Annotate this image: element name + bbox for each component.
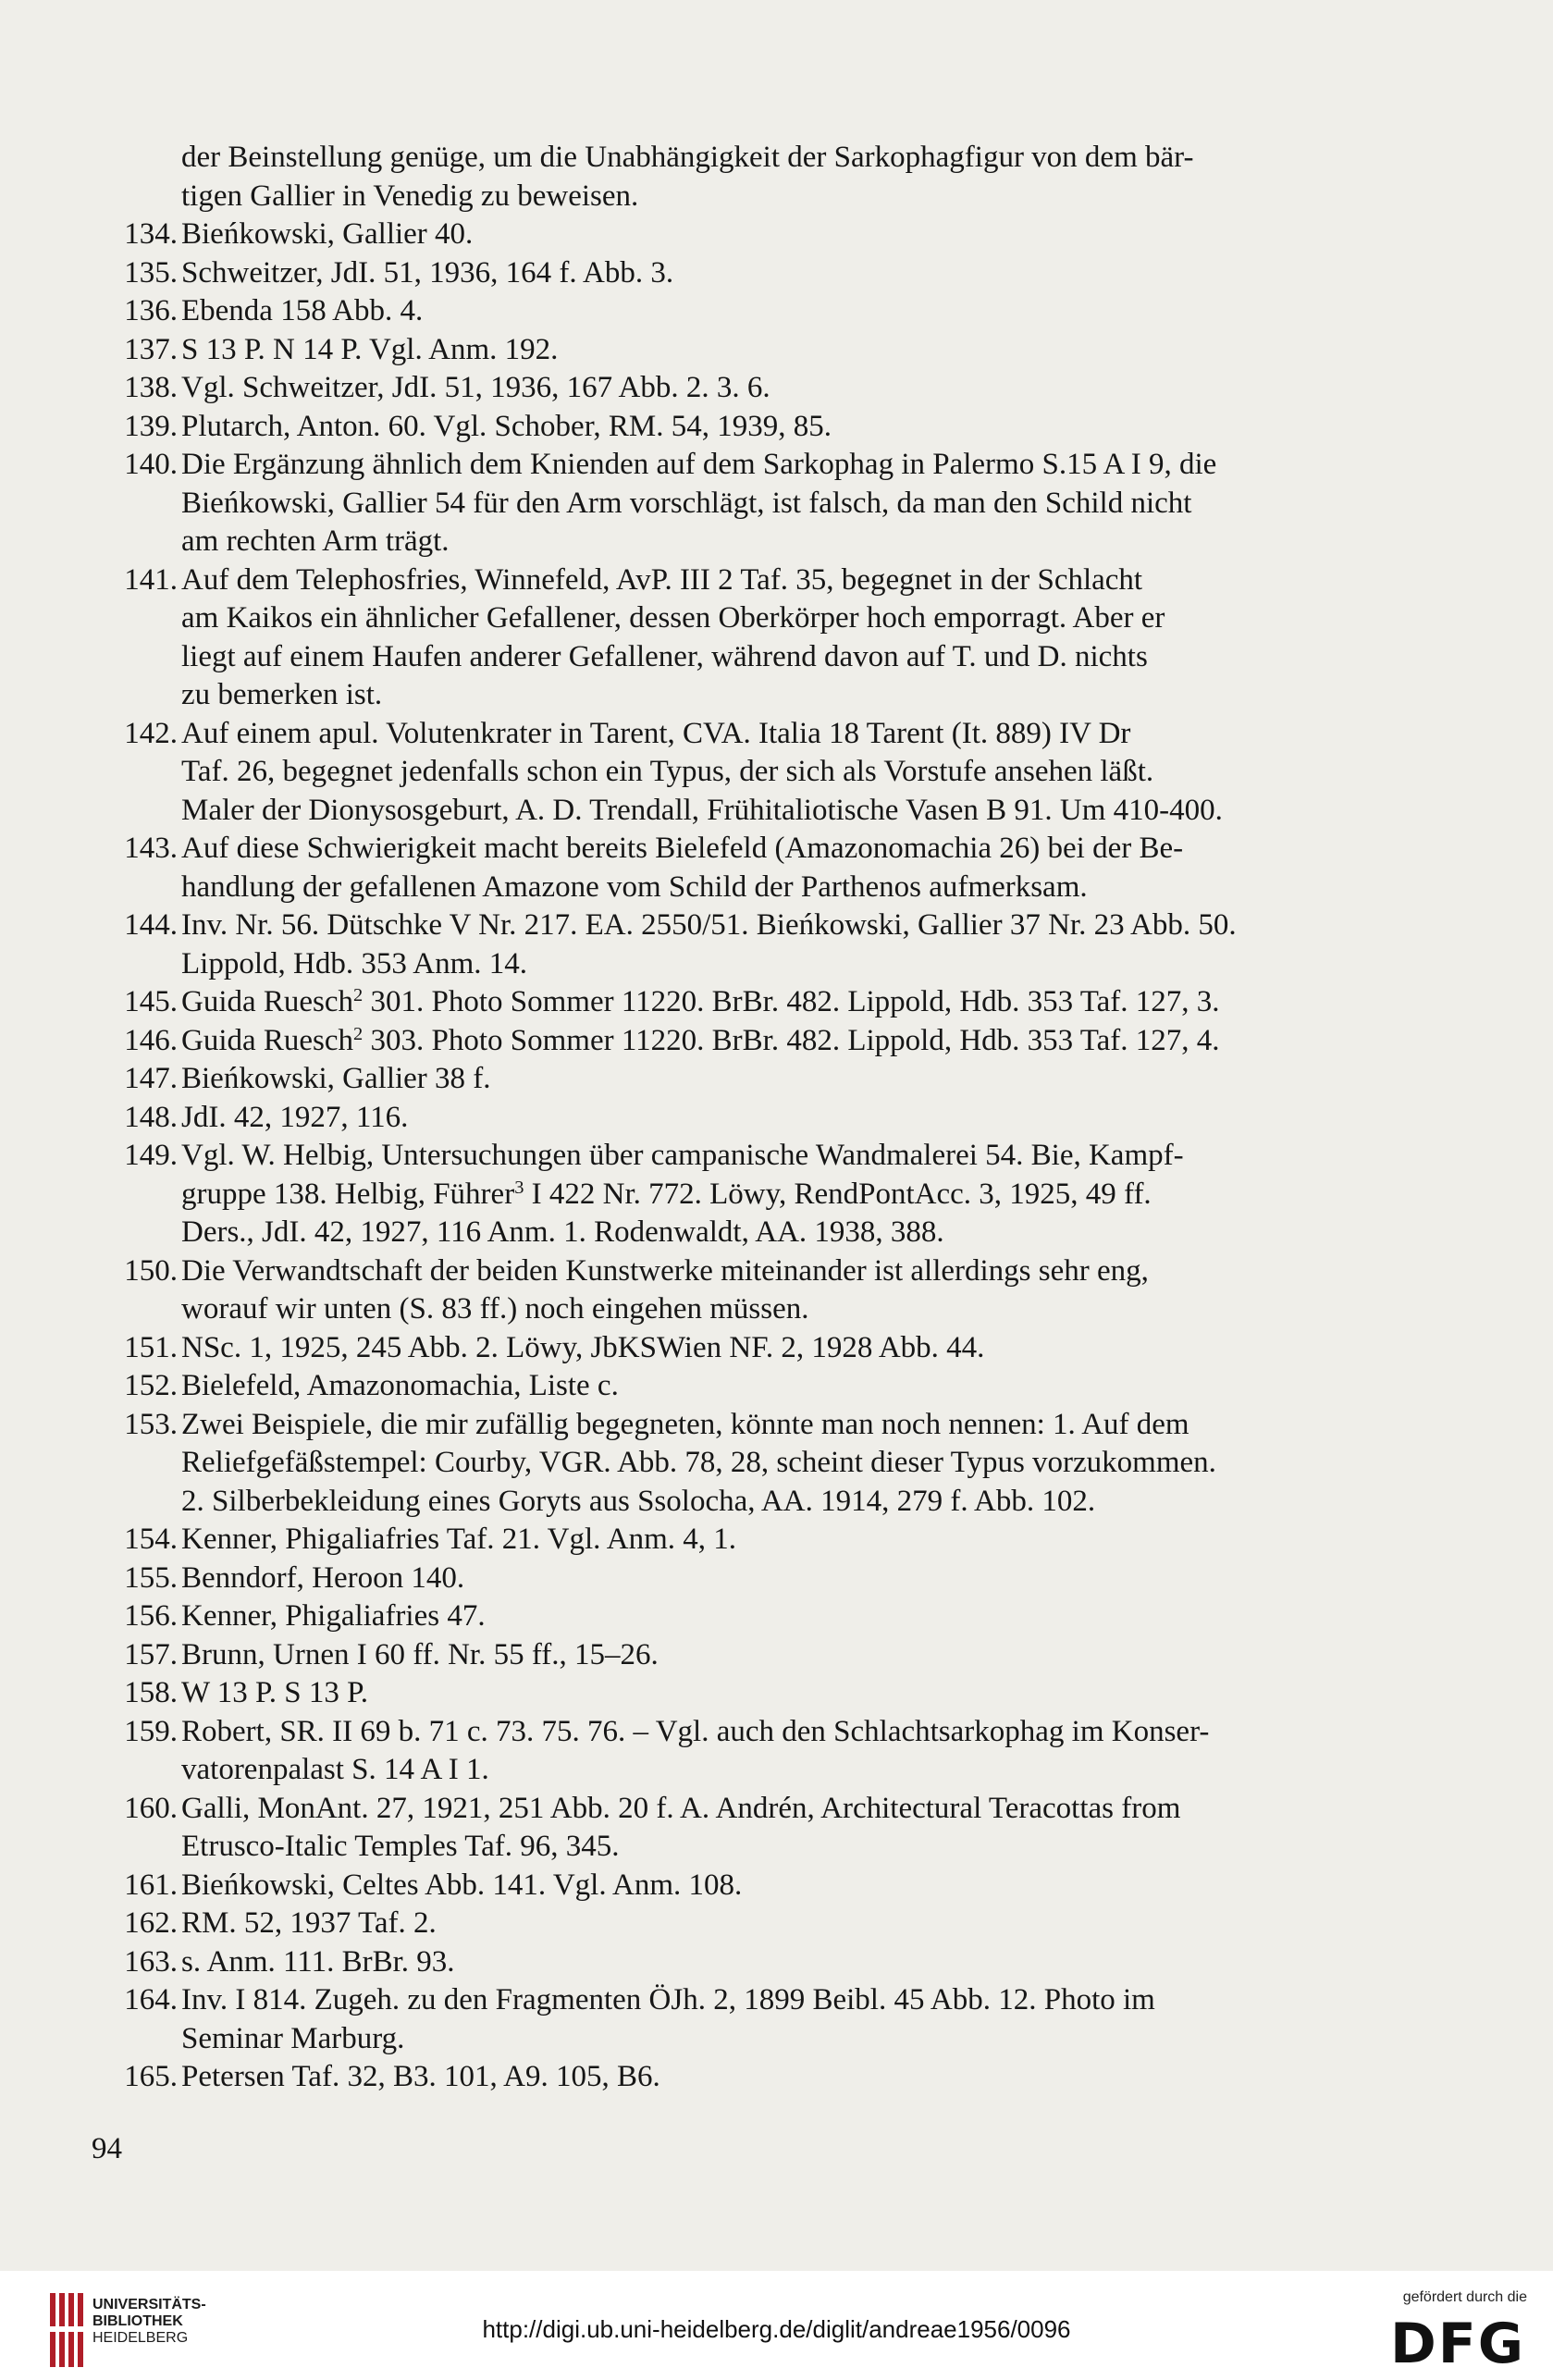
footnote-number: 145. — [124, 985, 178, 1018]
footnote-text: 2. Silberbekleidung eines Goryts aus Ssolocha, AA. 1914, 279 f. Abb. 102. — [181, 1484, 1096, 1518]
footnote-line — [113, 1521, 1431, 1560]
footnote-text: Bieńkowski, Celtes Abb. 141. Vgl. Anm. 108. — [181, 1868, 743, 1902]
footnotes-block — [113, 139, 1431, 2097]
footnote-text: Ders., JdI. 42, 1927, 116 Anm. 1. Rodenwaldt, AA. 1938, 388. — [181, 1215, 944, 1249]
footnote-line — [113, 869, 1431, 907]
footnote-text: Taf. 26, begegnet jedenfalls schon ein Typus, der sich als Vorstufe ansehen läßt. — [181, 755, 1154, 788]
footnote-line — [113, 1636, 1431, 1675]
footnote-line — [113, 1060, 1431, 1099]
footnote-text: Inv. I 814. Zugeh. zu den Fragmenten ÖJh. 2, 1899 Beibl. 45 Abb. 12. Photo im — [181, 1983, 1155, 2016]
footnote-line — [113, 906, 1431, 945]
footnote-line — [113, 945, 1431, 984]
footnote-line — [113, 753, 1431, 792]
footnote-line — [113, 446, 1431, 485]
footnote-text: Ebenda 158 Abb. 4. — [181, 294, 424, 327]
footnote-text: Etrusco-Italic Temples Taf. 96, 345. — [181, 1830, 620, 1863]
footnote-line — [113, 292, 1431, 331]
page-number: 94 — [92, 2132, 122, 2165]
footnote-number: 143. — [124, 832, 178, 865]
footnote-text: Zwei Beispiele, die mir zufällig begegneten, könnte man noch nennen: 1. Auf dem — [181, 1407, 1189, 1441]
footnote-number: 163. — [124, 1944, 178, 1979]
footnote-text: Auf diese Schwierigkeit macht bereits Bielefeld (Amazonomachia 26) bei der Be- — [181, 832, 1184, 865]
footnote-line — [113, 254, 1431, 293]
footnote-line — [113, 369, 1431, 408]
digitization-footer — [0, 2271, 1553, 2380]
footnote-text: Bieńkowski, Gallier 38 f. — [181, 1062, 491, 1095]
footnote-line — [113, 1597, 1431, 1636]
footnote-text: Schweitzer, JdI. 51, 1936, 164 f. Abb. 3. — [181, 255, 674, 290]
footnote-text: Seminar Marburg. — [181, 2021, 405, 2055]
footnote-text: vatorenpalast S. 14 A I 1. — [181, 1753, 489, 1786]
footnote-text: Kenner, Phigaliafries Taf. 21. Vgl. Anm. 4, 1. — [181, 1523, 737, 1556]
footnote-number: 150. — [124, 1253, 178, 1288]
library-name: UNIVERSITÄTS- BIBLIOTHEK HEIDELBERG — [92, 2297, 206, 2346]
footnote-number: 137. — [124, 332, 178, 366]
footnote-number: 139. — [124, 409, 178, 443]
footnote-text: Brunn, Urnen I 60 ff. Nr. 55 ff., 15–26. — [181, 1637, 659, 1671]
footnote-line — [113, 1367, 1431, 1406]
footnote-number: 135. — [124, 255, 178, 290]
footnote-text: liegt auf einem Haufen anderer Gefallener, während davon auf T. und D. nichts — [181, 639, 1148, 673]
footnote-text: Bieńkowski, Gallier 54 für den Arm vorschlägt, ist falsch, da man den Schild nicht — [181, 486, 1192, 520]
footnote-text: Petersen Taf. 32, B3. 101, A9. 105, B6. — [181, 2060, 660, 2093]
footnote-number: 154. — [124, 1523, 178, 1556]
footnote-text: NSc. 1, 1925, 245 Abb. 2. Löwy, JbKSWien NF. 2, 1928 Abb. 44. — [181, 1330, 985, 1364]
footnote-line — [113, 983, 1431, 1022]
footnote-line — [113, 1713, 1431, 1752]
footnote-line — [113, 1674, 1431, 1713]
footnote-text: handlung der gefallenen Amazone vom Schild der Parthenos aufmerksam. — [181, 869, 1088, 904]
footnote-number: 159. — [124, 1714, 178, 1748]
footnote-text: der Beinstellung genüge, um die Unabhängigkeit der Sarkophagfigur von dem bär- — [181, 141, 1194, 174]
footnote-line — [113, 178, 1431, 216]
footnote-text: Inv. Nr. 56. Dütschke V Nr. 217. EA. 2550/51. Bieńkowski, Gallier 37 Nr. 23 Abb. 50. — [181, 908, 1237, 942]
footnote-line — [113, 1099, 1431, 1138]
footnote-number: 134. — [124, 217, 178, 251]
footnote-line — [113, 676, 1431, 715]
footnote-line — [113, 1560, 1431, 1598]
footnote-text: Die Verwandtschaft der beiden Kunstwerke miteinander ist allerdings sehr eng, — [181, 1253, 1149, 1288]
footnote-line — [113, 1444, 1431, 1483]
footnote-number: 152. — [124, 1369, 178, 1402]
footnote-text: worauf wir unten (S. 83 ff.) noch eingehen müssen. — [181, 1292, 809, 1326]
footnote-text: Robert, SR. II 69 b. 71 c. 73. 75. 76. – Vgl. auch den Schlachtsarkophag im Konser- — [181, 1714, 1210, 1748]
footnote-line — [113, 1176, 1431, 1215]
footnote-number: 149. — [124, 1139, 178, 1172]
footnote-line — [113, 561, 1431, 600]
footnote-text: gruppe 138. Helbig, Führer$^3$ I 422 Nr. 772. Löwy, RendPontAcc. 3, 1925, 49 ff. — [181, 1177, 1152, 1211]
footnote-line — [113, 1406, 1431, 1445]
footnote-line — [113, 599, 1431, 638]
footnote-number: 165. — [124, 2060, 178, 2093]
footnote-line — [113, 2058, 1431, 2097]
footnote-text: am rechten Arm trägt. — [181, 524, 450, 558]
footnote-line — [113, 1290, 1431, 1329]
footnote-text: Vgl. W. Helbig, Untersuchungen über campanische Wandmalerei 54. Bie, Kampf- — [181, 1139, 1184, 1172]
footnote-line — [113, 2020, 1431, 2059]
footnote-line — [113, 331, 1431, 370]
footnote-number: 142. — [124, 716, 178, 750]
footnote-line — [113, 830, 1431, 869]
footnote-line — [113, 1981, 1431, 2020]
footnote-text: Guida Ruesch$^2$ 303. Photo Sommer 11220. BrBr. 482. Lippold, Hdb. 353 Taf. 127, 4. — [181, 1023, 1220, 1057]
footnote-number: 162. — [124, 1906, 178, 1940]
footnote-text: Reliefgefäßstempel: Courby, VGR. Abb. 78, 28, scheint dieser Typus vorzukommen. — [181, 1446, 1216, 1479]
footnote-line — [113, 408, 1431, 447]
footnote-number: 141. — [124, 562, 178, 597]
footnote-number: 136. — [124, 294, 178, 327]
footnote-number: 144. — [124, 908, 178, 942]
footnote-line — [113, 1137, 1431, 1176]
footnote-number: 164. — [124, 1983, 178, 2016]
footnote-number: 156. — [124, 1599, 178, 1633]
footnote-text: W 13 P. S 13 P. — [181, 1676, 369, 1709]
footnote-line — [113, 1828, 1431, 1867]
footnote-text: Lippold, Hdb. 353 Anm. 14. — [181, 946, 528, 980]
permalink-url[interactable]: http://digi.ub.uni-heidelberg.de/diglit/andreae1956/0096 — [482, 2315, 1071, 2343]
footnote-number: 160. — [124, 1791, 178, 1825]
footnote-text: tigen Gallier in Venedig zu beweisen. — [181, 179, 639, 213]
footnote-number: 146. — [124, 1023, 178, 1057]
footnote-text: RM. 52, 1937 Taf. 2. — [181, 1906, 437, 1940]
footnote-text: Die Ergänzung ähnlich dem Knienden auf dem Sarkophag in Palermo S.15 A I 9, die — [181, 448, 1217, 481]
footnote-number: 140. — [124, 448, 178, 481]
footnote-line — [113, 1751, 1431, 1790]
footnote-text: Maler der Dionysosgeburt, A. D. Trendall, Frühitaliotische Vasen B 91. Um 410-400. — [181, 793, 1223, 827]
funder-label: gefördert durch die — [1402, 2289, 1527, 2305]
footnote-number: 138. — [124, 371, 178, 404]
footnote-line — [113, 1252, 1431, 1291]
footnote-number: 148. — [124, 1100, 178, 1134]
footnote-text: JdI. 42, 1927, 116. — [181, 1100, 409, 1134]
footnote-line — [113, 1022, 1431, 1061]
footnote-line — [113, 485, 1431, 524]
footnote-text: S 13 P. N 14 P. Vgl. Anm. 192. — [181, 332, 559, 366]
footnote-line — [113, 1905, 1431, 1943]
footnote-text: Bieńkowski, Gallier 40. — [181, 217, 474, 251]
footnote-line — [113, 1214, 1431, 1252]
footnote-number: 161. — [124, 1868, 178, 1902]
footnote-line — [113, 523, 1431, 561]
footnote-number: 153. — [124, 1407, 178, 1441]
footnote-line — [113, 139, 1431, 178]
footnote-line — [113, 1943, 1431, 1982]
footnote-text: Bielefeld, Amazonomachia, Liste c. — [181, 1369, 619, 1402]
dfg-logo: DFG — [1389, 2312, 1525, 2376]
footnote-line — [113, 792, 1431, 831]
footnote-number: 157. — [124, 1637, 178, 1671]
footnote-line — [113, 1867, 1431, 1905]
footnote-text: Benndorf, Heroon 140. — [181, 1560, 465, 1595]
footnote-line — [113, 1483, 1431, 1522]
footnote-line — [113, 638, 1431, 677]
footnote-line — [113, 216, 1431, 254]
footnote-line — [113, 1790, 1431, 1829]
footnote-text: Galli, MonAnt. 27, 1921, 251 Abb. 20 f. A. Andrén, Architectural Teracottas from — [181, 1791, 1181, 1825]
footnote-text: s. Anm. 111. BrBr. 93. — [181, 1944, 455, 1979]
footnote-text: Kenner, Phigaliafries 47. — [181, 1599, 486, 1633]
footnote-number: 151. — [124, 1330, 178, 1364]
footnote-text: Vgl. Schweitzer, JdI. 51, 1936, 167 Abb. 2. 3. 6. — [181, 371, 770, 404]
footnote-line — [113, 715, 1431, 754]
footnote-number: 147. — [124, 1062, 178, 1095]
footnote-line — [113, 1329, 1431, 1368]
footnote-number: 158. — [124, 1676, 178, 1709]
footnote-number: 155. — [124, 1560, 178, 1595]
footnote-text: Guida Ruesch$^2$ 301. Photo Sommer 11220. BrBr. 482. Lippold, Hdb. 353 Taf. 127, 3. — [181, 984, 1220, 1018]
footnote-text: am Kaikos ein ähnlicher Gefallener, dessen Oberkörper hoch emporragt. Aber er — [181, 601, 1165, 635]
footnote-text: Auf einem apul. Volutenkrater in Tarent, CVA. Italia 18 Tarent (It. 889) IV Dr — [181, 716, 1131, 750]
footnote-text: Auf dem Telephosfries, Winnefeld, AvP. III 2 Taf. 35, begegnet in der Schlacht — [181, 562, 1143, 597]
footnote-text: zu bemerken ist. — [181, 678, 383, 711]
footnote-text: Plutarch, Anton. 60. Vgl. Schober, RM. 54, 1939, 85. — [181, 409, 832, 443]
